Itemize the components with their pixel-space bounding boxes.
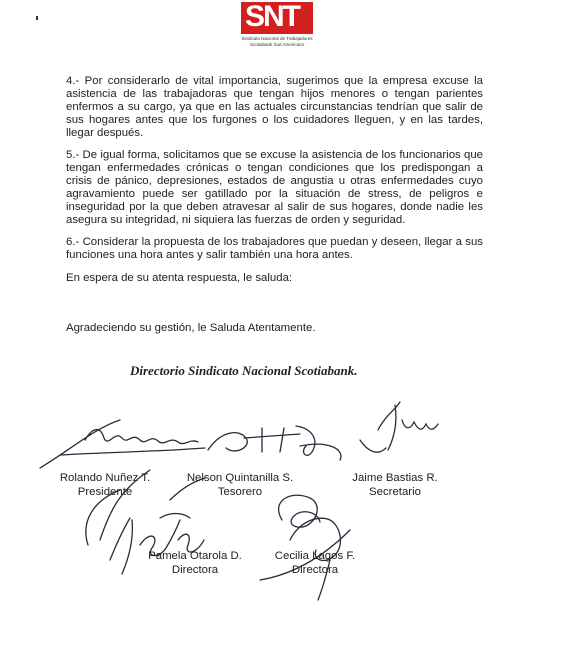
paragraph-6: 6.- Considerar la propuesta de los trabajadores que puedan y deseen, llegar a sus funciones una hora antes y salir también una hora antes. [66, 236, 483, 262]
signatory-role: Directora [171, 564, 219, 576]
thanks-line: Agradeciendo su gestión, le Saluda Atentamente. [66, 322, 316, 334]
signatory-role: Tesorero [217, 486, 263, 498]
signatory-name: Nelson Quintanilla S. [186, 472, 294, 484]
signatory-role: Secretario [369, 486, 421, 498]
logo-text: SNT [245, 0, 299, 33]
signatory-name: Rolando Nuñez T. [59, 472, 151, 484]
signatory-name: Cecilia Lagos F. [274, 550, 356, 562]
signatory-name: Pamela Otarola D. [148, 550, 242, 562]
signatory-role: Presidente [77, 486, 133, 498]
signatory-jaime [330, 471, 460, 499]
signatory-nelson [175, 471, 305, 499]
logo-caption-2: Scotiabank Sud Americano [249, 42, 305, 47]
signatory-name: Jaime Bastias R. [352, 472, 438, 484]
signatory-rolando [40, 471, 170, 499]
paragraph-4: 4.- Por considerarlo de vital importancia, sugerimos que la empresa excuse la asistencia de las trabajadoras que tengan hijos menores o tengan parientes enfermos a su cargo, ya que en las actuales circunstancias tendrían que salir de sus hogares antes que los furgones o los cuidadores lleguen, y en las tardes, llegar después. [66, 75, 483, 140]
signatory-role: Directora [291, 564, 339, 576]
waiting-line: En espera de su atenta respuesta, le saluda: [66, 272, 293, 284]
signatory-pamela [130, 549, 260, 577]
logo-caption-1: Sindicato Nacional de Trabajadores [241, 36, 313, 41]
signatory-cecilia [250, 549, 380, 577]
paragraph-5: 5.- De igual forma, solicitamos que se excuse la asistencia de los funcionarios que tengan enfermedades crónicas o tengan condiciones que los predispongan a crisis de pánico, depresiones, estados de angustia u otras enfermedades cuyo agravamiento puede ser gatillado por la situación de stress, de peligros e inseguridad por la que deben atravesar al salir de sus hogares, donde nadie les asegura su integridad, ni siquiera las fuerzas de orden y seguridad. [66, 149, 483, 227]
closing-signature-line: Directorio Sindicato Nacional Scotiabank. [130, 363, 358, 378]
